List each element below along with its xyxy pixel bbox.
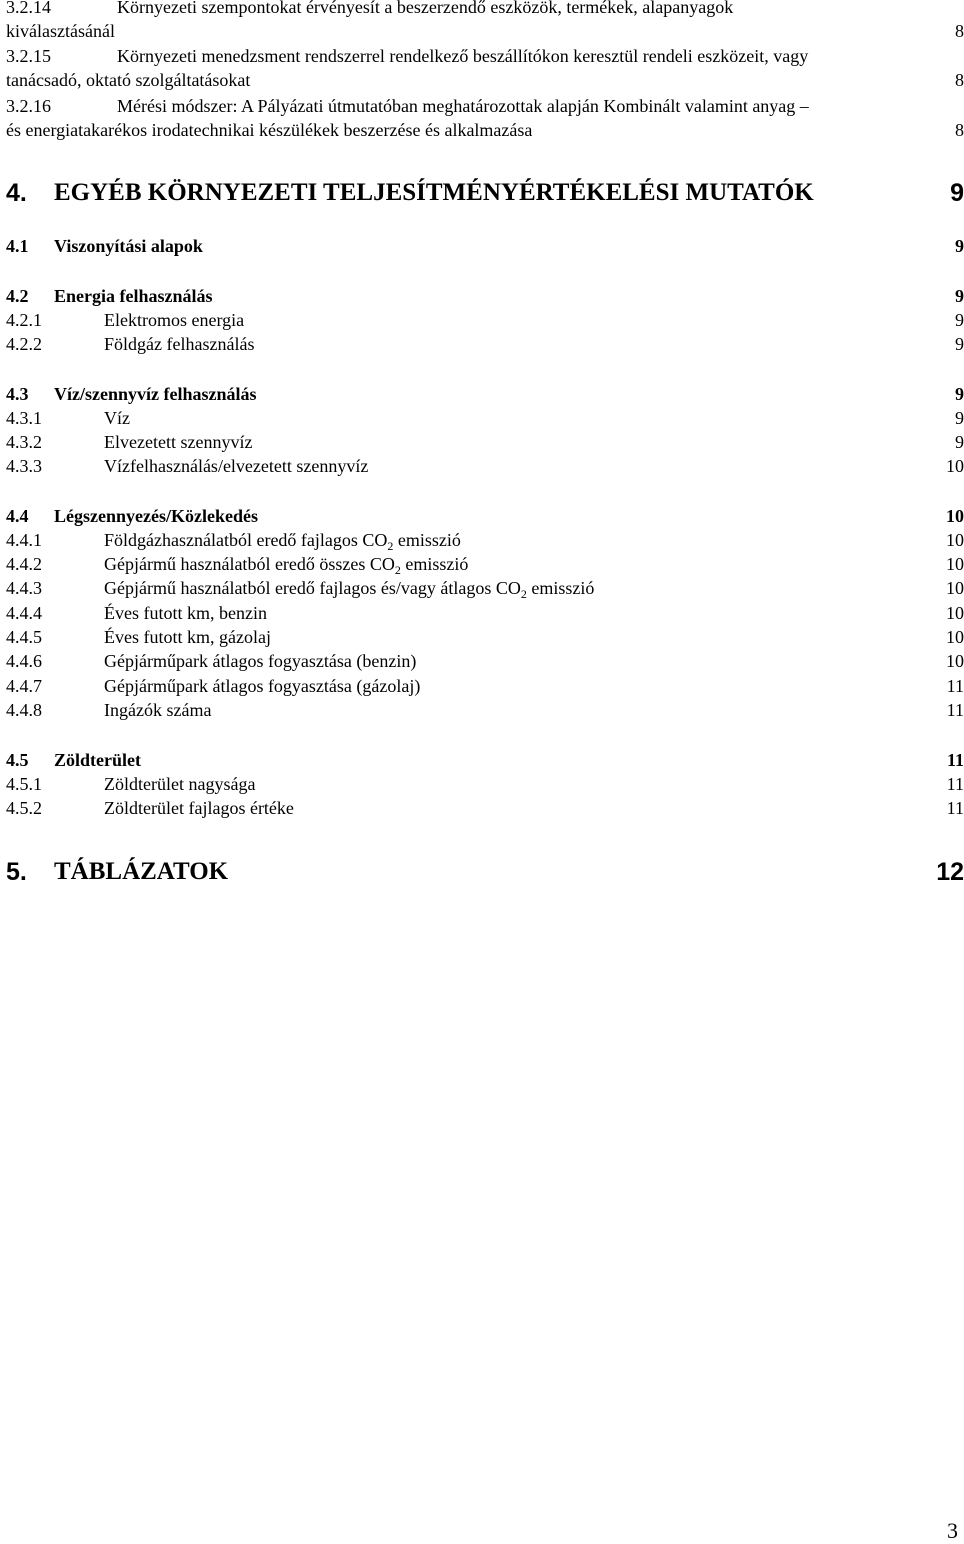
toc-entry-page: 9 <box>955 310 964 330</box>
toc-entry-number: 4.4.4 <box>6 603 42 623</box>
toc-entry-title: Energia felhasználás <box>54 286 213 306</box>
toc-entry-title: Gépjárműpark átlagos fogyasztása (benzin) <box>104 651 417 671</box>
toc-entry-number: 4.2.2 <box>6 334 42 354</box>
toc-entry-page: 10 <box>946 530 964 550</box>
toc-entry-number: 4.4.8 <box>6 700 42 720</box>
toc-entry-number: 3.2.16 <box>6 96 51 116</box>
toc-entry-title: Vízfelhasználás/elvezetett szennyvíz <box>104 456 369 476</box>
toc-entry-title: Környezeti menedzsment rendszerrel rendelkező beszállítókon keresztül rendeli eszközeit, vagy <box>117 46 809 66</box>
toc-entry-title-cont: és energiatakarékos irodatechnikai készülékek beszerzése és alkalmazása <box>6 120 533 140</box>
toc-entry-title: Elektromos energia <box>104 310 245 330</box>
toc-entry-number: 4.2.1 <box>6 310 42 330</box>
toc-entry-page: 10 <box>946 578 964 598</box>
toc-entry-page: 11 <box>946 676 964 696</box>
toc-entry-number: 4.4.3 <box>6 578 42 598</box>
toc-entry-page: 10 <box>946 627 964 647</box>
toc-entry-title: Víz <box>104 408 130 428</box>
toc-entry-title: Mérési módszer: A Pályázati útmutatóban meghatározottak alapján Kombinált valamint anyag – <box>117 96 809 116</box>
toc-entry-page: 11 <box>946 774 964 794</box>
toc-entry-number: 4.4.2 <box>6 554 42 574</box>
toc-entry-title: Zöldterület fajlagos értéke <box>104 798 294 818</box>
toc-entry-number: 4.3 <box>6 384 29 404</box>
toc-entry-page: 9 <box>955 408 964 428</box>
toc-entry-number: 4.3.1 <box>6 408 42 428</box>
page-number: 3 <box>947 1518 958 1543</box>
toc-entry-title: Környezeti szempontokat érvényesít a beszerzendő eszközök, termékek, alapanyagok <box>117 0 734 17</box>
toc-entry-page: 8 <box>955 70 964 90</box>
toc-entry-title: Gépjárműpark átlagos fogyasztása (gázolaj) <box>104 676 421 696</box>
toc-entry-number: 4.3.3 <box>6 456 42 476</box>
toc-entry-number: 3.2.15 <box>6 46 51 66</box>
toc-entry-title: Gépjármű használatból eredő fajlagos és/vagy átlagos $CO_2$ emisszió <box>104 578 595 601</box>
toc-entry-number: 4.5.2 <box>6 798 42 818</box>
toc-entry-page: 11 <box>946 700 964 720</box>
toc-entry-title: Gépjármű használatból eredő összes $CO_2$ emisszió <box>104 554 469 577</box>
toc-section-title: TÁBLÁZATOK <box>54 858 229 885</box>
toc-entry-number: 4.4.6 <box>6 651 42 671</box>
toc-entry-page: 10 <box>946 554 964 574</box>
toc-entry-title: Földgáz felhasználás <box>104 334 255 354</box>
toc-entry-page: 10 <box>946 651 964 671</box>
toc-entry-page: 9 <box>955 432 964 452</box>
toc-entry-title: Elvezetett szennyvíz <box>104 432 253 452</box>
toc-entry-page: 8 <box>955 21 964 41</box>
toc-entry-title: Zöldterület nagysága <box>104 774 256 794</box>
toc-section-number: 4. <box>6 179 27 207</box>
toc-entry-page: 9 <box>955 384 964 404</box>
toc-entry-title-cont: tanácsadó, oktató szolgáltatásokat <box>6 70 251 90</box>
toc-entry-title: Zöldterület <box>54 750 141 770</box>
toc-entry-page: 11 <box>946 750 964 770</box>
toc-entry-page: 9 <box>955 334 964 354</box>
toc-entry-number: 4.4.5 <box>6 627 42 647</box>
toc-section-page: 12 <box>936 858 964 886</box>
toc-entry-page: 10 <box>946 506 964 526</box>
toc-section-page: 9 <box>950 179 964 207</box>
toc-entry-title: Víz/szennyvíz felhasználás <box>54 384 257 404</box>
toc-entry-number: 4.5.1 <box>6 774 42 794</box>
toc-entry-title-cont: kiválasztásánál <box>6 21 115 41</box>
toc-entry-number: 4.4 <box>6 506 29 526</box>
toc-entry-title: Földgázhasználatból eredő fajlagos $CO_2$ emisszió <box>104 530 461 553</box>
toc-entry-title: Légszennyezés/Közlekedés <box>54 506 258 526</box>
toc-entry-page: 8 <box>955 120 964 140</box>
toc-entry-page: 10 <box>946 456 964 476</box>
toc-entry-continuation <box>6 118 964 142</box>
toc-entry-number: 4.2 <box>6 286 29 306</box>
toc-entry-title: Éves futott km, benzin <box>104 603 267 623</box>
toc-entry-number: 4.1 <box>6 236 29 256</box>
toc-entry-number: 4.3.2 <box>6 432 42 452</box>
toc-entry-page: 9 <box>955 236 964 256</box>
toc-entry-continuation <box>6 68 964 92</box>
toc-entry-continuation <box>6 19 964 43</box>
toc-entry-title: Viszonyítási alapok <box>54 236 203 256</box>
toc-entry-number: 3.2.14 <box>6 0 51 17</box>
toc-entry-page: 9 <box>955 286 964 306</box>
toc-entry-page: 10 <box>946 603 964 623</box>
toc-entry-title: Ingázók száma <box>104 700 212 720</box>
toc-entry-number: 4.5 <box>6 750 29 770</box>
toc-entry-number: 4.4.1 <box>6 530 42 550</box>
toc-entry-number: 4.4.7 <box>6 676 42 696</box>
toc-entry-page: 11 <box>946 798 964 818</box>
toc-entry-title: Éves futott km, gázolaj <box>104 627 271 647</box>
toc-section-number: 5. <box>6 858 27 886</box>
toc-section-title: EGYÉB KÖRNYEZETI TELJESÍTMÉNYÉRTÉKELÉSI MUTATÓK <box>54 179 814 206</box>
